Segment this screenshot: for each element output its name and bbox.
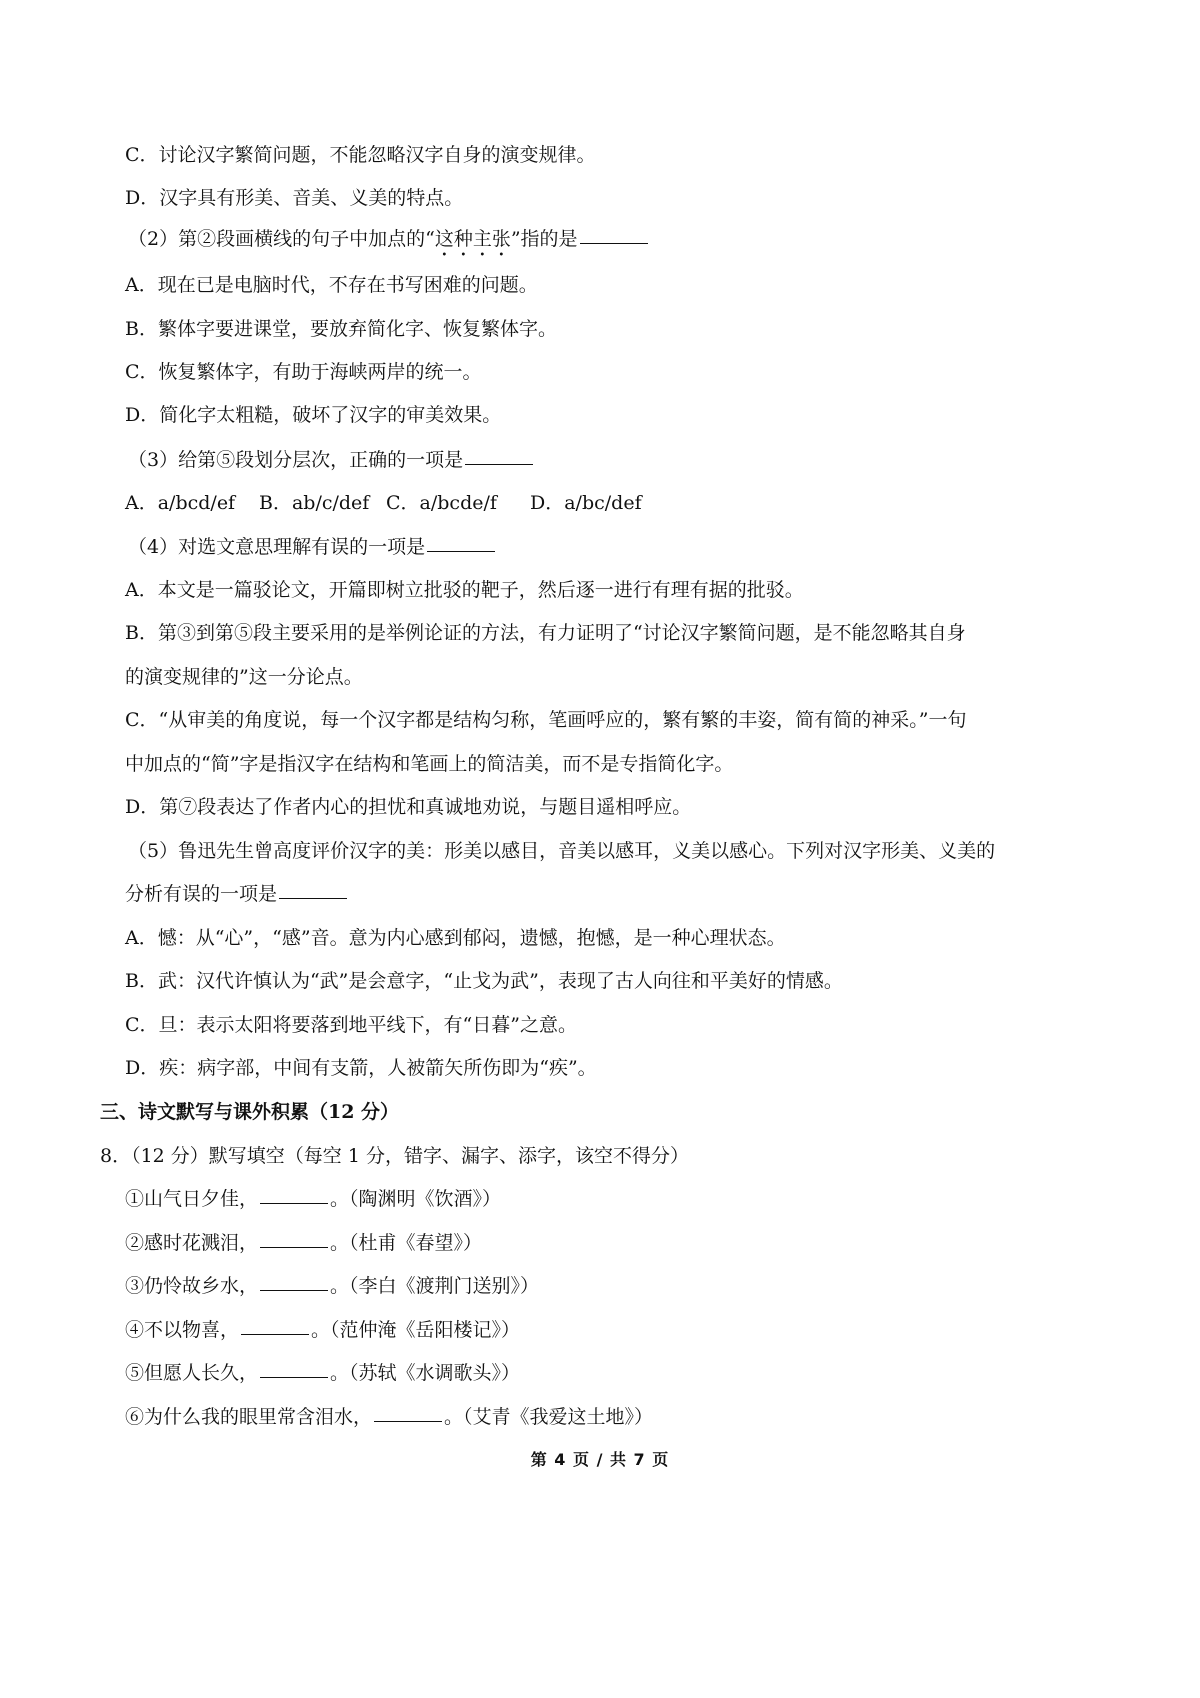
q1-option-c: C．讨论汉字繁简问题，不能忽略汉字自身的演变规律。 <box>125 144 596 166</box>
section-3-title: 三、诗文默写与课外积累（12 分） <box>100 1101 400 1123</box>
answer-blank <box>374 1420 442 1422</box>
recitation-item-prefix: ④不以物喜， <box>125 1319 240 1341</box>
q3-stem-text: （3）给第⑤段划分层次，正确的一项是 <box>128 449 464 471</box>
q3-option-d: D．a/bc/def <box>530 492 642 514</box>
recitation-item-prefix: ③仍怜故乡水， <box>125 1275 259 1297</box>
recitation-item-source: 。（李白《渡荆门送别》） <box>330 1275 540 1297</box>
recitation-item-source: 。（艾青《我爱这土地》） <box>444 1406 654 1428</box>
answer-blank <box>260 1289 328 1291</box>
recitation-item-2 <box>125 1234 482 1253</box>
answer-blank <box>260 1202 328 1204</box>
recitation-item-5 <box>125 1364 520 1383</box>
answer-blank <box>465 463 533 465</box>
q4-option-d: D．第⑦段表达了作者内心的担忧和真诚地劝说，与题目遥相呼应。 <box>125 796 692 818</box>
q3-option-a: A．a/bcd/ef <box>125 492 236 514</box>
q2-option-c: C．恢复繁体字，有助于海峡两岸的统一。 <box>125 361 482 383</box>
q2-stem-prefix: （2）第②段画横线的句子中加点的“ <box>128 228 435 250</box>
q1-option-d: D．汉字具有形美、音美、义美的特点。 <box>125 187 464 209</box>
recitation-item-1 <box>125 1190 501 1209</box>
q2-stem <box>128 228 650 261</box>
page-number: 第 4 页 / 共 7 页 <box>530 1450 670 1469</box>
q4-option-a: A．本文是一篇驳论文，开篇即树立批驳的靶子，然后逐一进行有理有据的批驳。 <box>125 579 804 601</box>
q5-option-b: B．武：汉代许慎认为“武”是会意字，“止戈为武”，表现了古人向往和平美好的情感。 <box>125 970 843 992</box>
q4-stem <box>128 538 497 557</box>
q2-option-a: A．现在已是电脑时代，不存在书写困难的问题。 <box>125 274 538 296</box>
answer-blank <box>580 242 648 244</box>
q5-stem-line1: （5）鲁迅先生曾高度评价汉字的美：形美以感目，音美以感耳，义美以感心。下列对汉字形美、义美的 <box>128 840 996 862</box>
q2-option-d: D．简化字太粗糙，破坏了汉字的审美效果。 <box>125 404 502 426</box>
q4-stem-text: （4）对选文意思理解有误的一项是 <box>128 536 426 558</box>
recitation-item-prefix: ⑥为什么我的眼里常含泪水， <box>125 1406 373 1428</box>
recitation-item-3 <box>125 1277 539 1296</box>
answer-blank <box>241 1333 309 1335</box>
q5-option-a: A．憾：从“心”，“感”音。意为内心感到郁闷，遗憾，抱憾，是一种心理状态。 <box>125 927 786 949</box>
recitation-item-4 <box>125 1321 520 1340</box>
q4-option-c-line1: C．“从审美的角度说，每一个汉字都是结构匀称，笔画呼应的，繁有繁的丰姿，简有简的神采。”一句 <box>125 709 967 731</box>
recitation-item-source: 。（范仲淹《岳阳楼记》） <box>311 1319 521 1341</box>
q5-stem-text: 分析有误的一项是 <box>125 883 278 905</box>
recitation-item-prefix: ⑤但愿人长久， <box>125 1362 259 1384</box>
q4-option-b-line2: 的演变规律的”这一分论点。 <box>125 666 363 688</box>
q5-option-d: D．疾：病字部，中间有支箭，人被箭矢所伤即为“疾”。 <box>125 1057 597 1079</box>
q4-option-c-line2: 中加点的“简”字是指汉字在结构和笔画上的简洁美，而不是专指简化字。 <box>125 753 734 775</box>
q3-stem <box>128 451 535 470</box>
q4-option-b-line1: B．第③到第⑤段主要采用的是举例论证的方法，有力证明了“讨论汉字繁简问题，是不能忽略其自身 <box>125 622 966 644</box>
answer-blank <box>427 550 495 552</box>
q2-dotted-phrase: 这种主张 <box>434 228 511 250</box>
recitation-item-prefix: ①山气日夕佳， <box>125 1188 259 1210</box>
q8-stem: 8．（12 分）默写填空（每空 1 分，错字、漏字、添字，该空不得分） <box>100 1145 689 1167</box>
recitation-item-source: 。（陶渊明《饮酒》） <box>330 1188 502 1210</box>
answer-blank <box>260 1246 328 1248</box>
q5-option-c: C．旦：表示太阳将要落到地平线下，有“日暮”之意。 <box>125 1014 577 1036</box>
recitation-item-prefix: ②感时花溅泪， <box>125 1232 259 1254</box>
recitation-item-source: 。（苏轼《水调歌头》） <box>330 1362 521 1384</box>
answer-blank <box>260 1376 328 1378</box>
q5-stem-line2 <box>125 885 349 904</box>
q2-stem-suffix: ”指的是 <box>510 228 578 250</box>
q3-option-b: B．ab/c/def <box>259 492 370 514</box>
q2-option-b: B．繁体字要进课堂，要放弃简化字、恢复繁体字。 <box>125 318 557 340</box>
recitation-item-6 <box>125 1408 653 1427</box>
answer-blank <box>279 897 347 899</box>
q3-option-c: C．a/bcde/f <box>386 492 497 514</box>
recitation-item-source: 。（杜甫《春望》） <box>330 1232 483 1254</box>
